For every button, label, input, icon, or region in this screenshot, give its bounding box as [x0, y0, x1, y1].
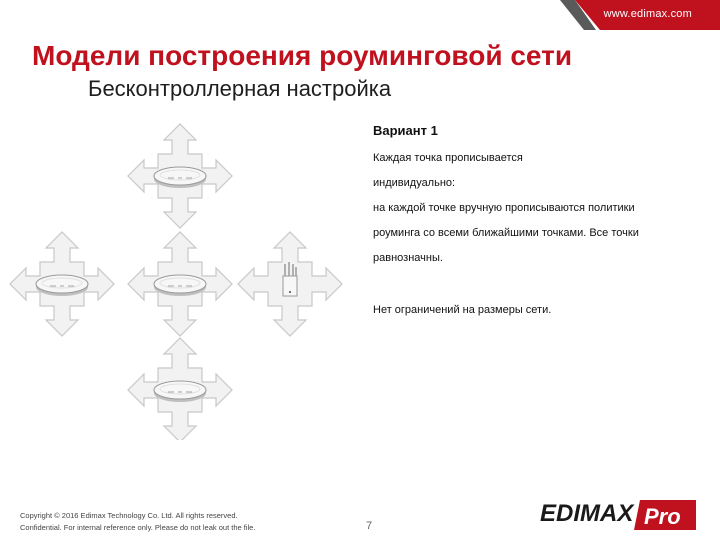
description-line-4: роуминга со всеми ближайшими точками. Все точки: [373, 227, 639, 239]
logo-pro-text: Pro: [644, 504, 681, 529]
top-banner: [0, 0, 720, 30]
access-point-icon: [36, 275, 88, 296]
page-number: 7: [366, 520, 373, 532]
confidential-text: Confidential. For internal reference only. Please do not leak out the file.: [20, 523, 256, 532]
footer: [20, 510, 255, 534]
copyright-text: Copyright © 2016 Edimax Technology Co. Ltd. All rights reserved.: [20, 511, 238, 520]
slide-subtitle: Бесконтроллерная настройка: [88, 76, 392, 101]
slide-title: Модели построения роуминговой сети: [32, 40, 573, 71]
description-line-2: индивидуально:: [373, 177, 456, 189]
description-line-1: Каждая точка прописывается: [373, 152, 523, 164]
description-line-3: на каждой точке вручную прописываются политики: [373, 202, 635, 214]
access-point-icon: [154, 275, 206, 296]
description-line-6: Нет ограничений на размеры сети.: [373, 304, 552, 316]
edimax-pro-logo: [538, 492, 698, 534]
description-line-5: равнозначны.: [373, 252, 443, 264]
access-point-icon: [154, 167, 206, 188]
logo-brand-text: EDIMAX: [540, 500, 634, 527]
access-point-icon: [154, 381, 206, 402]
variant-label: Вариант 1: [373, 123, 438, 138]
roaming-diagram: [0, 120, 360, 440]
site-url: www.edimax.com: [603, 8, 692, 20]
